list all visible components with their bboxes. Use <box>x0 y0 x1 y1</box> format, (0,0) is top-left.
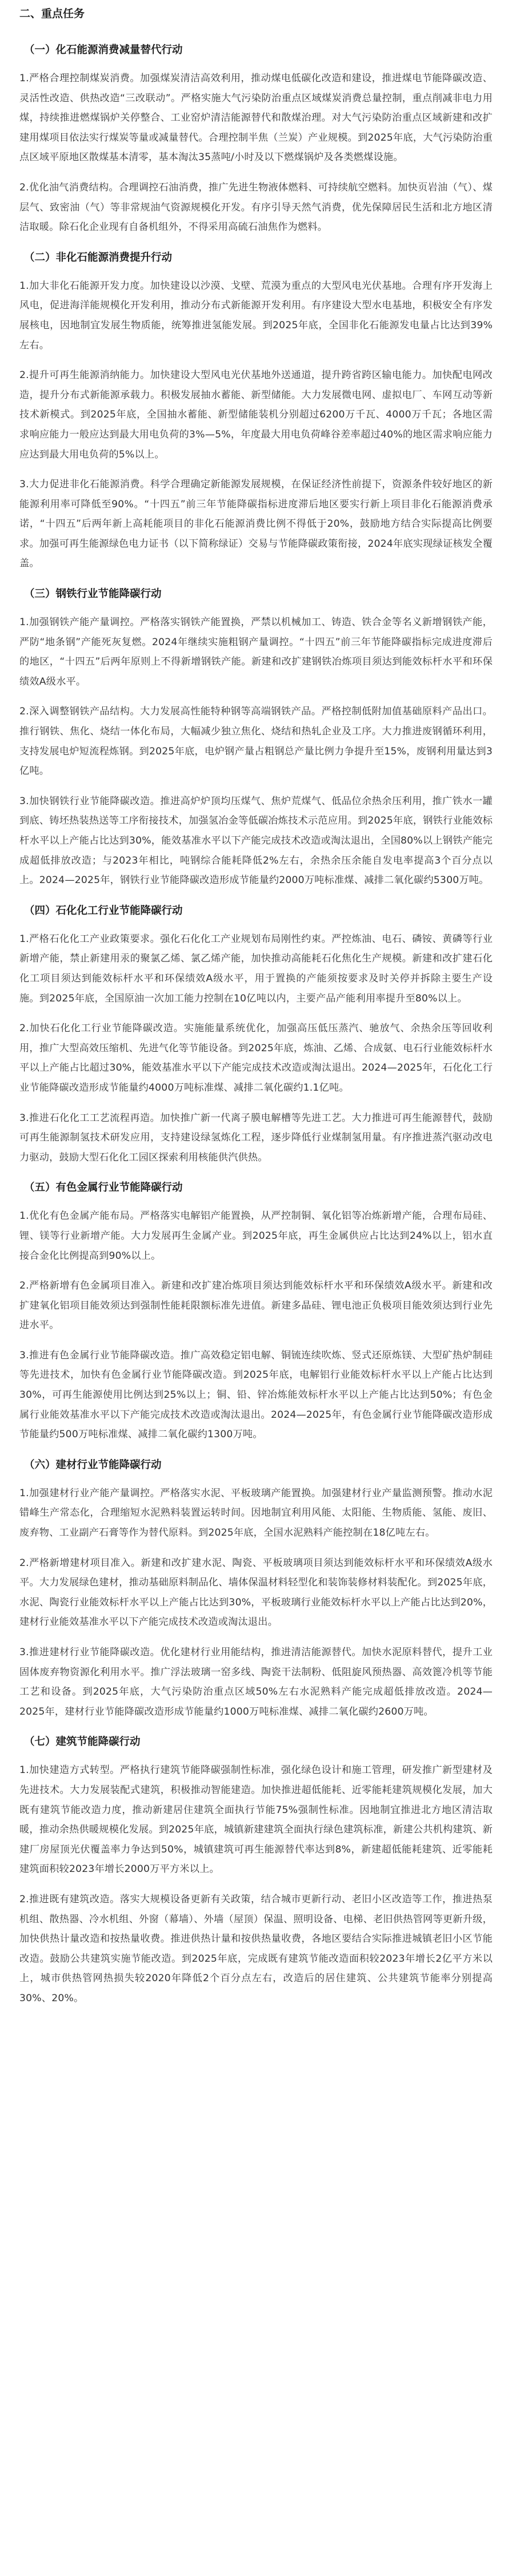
section-nonferrous-metals <box>19 1178 493 1445</box>
section-buildings <box>19 1732 493 2008</box>
section-heading: （五）有色金属行业节能降碳行动 <box>24 1182 183 1194</box>
paragraph: 3.加快钢铁行业节能降碳改造。推进高炉炉顶均压煤气、焦炉荒煤气、低品位余热余压利用，推广铁水一罐到底、铸坯热装热送等工序衔接技术，加强氢冶金等低碳冶炼技术示范应用。到2025年底，钢铁行业能效标杆水平以上产能占比达到30%，能效基准水平以下产能完成技术改造或淘汰退出，全国80%以上钢铁产能完成超低排放改造；与2023年相比，吨钢综合能耗降低2%左右，余热余压余能自发电率提高3个百分点以上。2024—2025年，钢铁行业节能降碳改造形成节能量约2000万吨标准煤、减排二氧化碳约5300万吨。 <box>19 795 493 887</box>
paragraph: 2.推进既有建筑改造。落实大规模设备更新有关政策，结合城市更新行动、老旧小区改造等工作，推进热泵机组、散热器、冷水机组、外窗（幕墙）、外墙（屋顶）保温、照明设备、电梯、老旧供热管网等更新升级，加快供热计量改造和按热量收费。推进供热计量和按供热量收费，各地区要结合实际推进城镇老旧小区节能改造。鼓励公共建筑实施节能改造。到2025年底，完成既有建筑节能改造面积较2023年增长2亿平方米以上，城市供热管网热损失较2020年降低2个百分点左右，改造后的居住建筑、公共建筑节能率分别提高30%、20%。 <box>19 1893 493 2004</box>
paragraph: 2.深入调整钢铁产品结构。大力发展高性能特种钢等高端钢铁产品。严格控制低附加值基础原料产品出口。推行钢铁、焦化、烧结一体化布局，大幅减少独立焦化、烧结和热轧企业及工序。大力推进废钢循环利用，支持发展电炉短流程炼钢。到2025年底，电炉钢产量占粗钢总产量比例力争提升至15%，废钢利用量达到3亿吨。 <box>19 706 493 777</box>
paragraph: 3.大力促进非化石能源消费。科学合理确定新能源发展规模，在保证经济性前提下，资源条件较好地区的新能源利用率可降低至90%。“十四五”前三年节能降碳指标进度滞后地区要实行新上项目非化石能源消费承诺，“十四五”后两年新上高耗能项目的非化石能源消费比例不得低于20%，鼓励地方结合实际提高比例要求。加强可再生能源绿色电力证书（以下简称绿证）交易与节能降碳政策衔接，2024年底实现绿证核发全覆盖。 <box>19 479 493 570</box>
paragraph: 1.加快建造方式转型。严格执行建筑节能降碳强制性标准，强化绿色设计和施工管理，研发推广新型建材及先进技术。大力发展装配式建筑，积极推动智能建造。加快推进超低能耗、近零能耗建筑规模化发展，加大既有建筑节能改造力度，推动新建居住建筑全面执行节能75%强制性标准。因地制宜推进北方地区清洁取暖，推动余热供暖规模化发展。到2025年底，城镇新建建筑全面执行绿色建筑标准，新建公共机构建筑、新建厂房屋顶光伏覆盖率力争达到50%，城镇建筑可再生能源替代率达到8%，新建超低能耗建筑、近零能耗建筑面积较2023年增长2000万平方米以上。 <box>19 1764 493 1875</box>
section-fossil-energy <box>19 40 493 237</box>
paragraph: 2.加快石化化工行业节能降碳改造。实施能量系统优化，加强高压低压蒸汽、驰放气、余热余压等回收利用，推广大型高效压缩机、先进气化等节能设备。到2025年底，炼油、乙烯、合成氨、电石行业能效标杆水平以上产能占比超过30%，能效基准水平以下产能完成技术改造或淘汰退出。2024—2025年，石化化工行业节能降碳改造形成节能量约4000万吨标准煤、减排二氧化碳约1.1亿吨。 <box>19 1023 493 1094</box>
section-building-materials <box>19 1455 493 1722</box>
paragraph: 1.加大非化石能源开发力度。加快建设以沙漠、戈壁、荒漠为重点的大型风电光伏基地。合理有序开发海上风电，促进海洋能规模化开发利用，推动分布式新能源开发利用。有序建设大型水电基地，积极安全有序发展核电，因地制宜发展生物质能，统筹推进氢能发展。到2025年底，全国非化石能源发电量占比达到39%左右。 <box>19 280 493 351</box>
paragraph: 1.加强钢铁产能产量调控。严格落实钢铁产能置换，严禁以机械加工、铸造、铁合金等名义新增钢铁产能，严防“地条钢”产能死灰复燃。2024年继续实施粗钢产量调控。“十四五”前三年节能降碳指标完成进度滞后的地区，“十四五”后两年原则上不得新增钢铁产能。新建和改扩建钢铁冶炼项目须达到能效标杆水平和环保绩效A级水平。 <box>19 617 493 687</box>
paragraph: 3.推进有色金属行业节能降碳改造。推广高效稳定铝电解、铜锍连续吹炼、竖式还原炼镁、大型矿热炉制硅等先进技术，加快有色金属行业节能降碳改造。到2025年底，电解铝行业能效标杆水平以上产能占比达到30%，可再生能源使用比例达到25%以上；铜、铅、锌冶炼能效标杆水平以上产能占比达到50%；有色金属行业能效基准水平以下产能完成技术改造或淘汰退出。2024—2025年，有色金属行业节能降碳改造形成节能量约500万吨标准煤、减排二氧化碳约1300万吨。 <box>19 1349 493 1441</box>
section-steel <box>19 584 493 891</box>
paragraph: 1.严格石化化工产业政策要求。强化石化化工产业规划布局刚性约束。严控炼油、电石、磷铵、黄磷等行业新增产能，禁止新建用汞的聚氯乙烯、氯乙烯产能，加快推动高能耗石化焦化生产规模。新建和改扩建石化化工项目须达到能效标杆水平和环保绩效A级水平，用于置换的产能须按要求及时关停并拆除主要生产设施。到2025年底，全国原油一次加工能力控制在10亿吨以内，主要产品产能利用率提升至80%以上。 <box>19 933 493 1004</box>
paragraph: 2.提升可再生能源消纳能力。加快建设大型风电光伏基地外送通道，提升跨省跨区输电能力。加快配电网改造，提升分布式新能源承载力。积极发展抽水蓄能、新型储能。大力发展微电网、虚拟电厂、车网互动等新技术新模式。到2025年底，全国抽水蓄能、新型储能装机分别超过6200万千瓦、4000万千瓦；各地区需求响应能力一般应达到最大用电负荷的3%—5%，年度最大用电负荷峰谷差率超过40%的地区需求响应能力应达到最大用电负荷的5%以上。 <box>19 369 493 460</box>
section-heading: （六）建材行业节能降碳行动 <box>24 1458 162 1471</box>
paragraph: 1.加强建材行业产能产量调控。严格落实水泥、平板玻璃产能置换。加强建材行业产量监测预警。推动水泥错峰生产常态化，合理缩短水泥熟料装置运转时间。因地制宜利用风能、太阳能、生物质能、氢能、废旧、废弃物、工业副产石膏等作为替代原料。到2025年底，全国水泥熟料产能控制在18亿吨左右。 <box>19 1487 493 1539</box>
section-heading: （四）石化化工行业节能降碳行动 <box>24 904 183 917</box>
paragraph: 3.推进石化化工工艺流程再造。加快推广新一代离子膜电解槽等先进工艺。大力推进可再生能源替代，鼓励可再生能源制氢技术研发应用，支持建设绿氢炼化工程，逐步降低行业煤制氢用量。有序推进蒸汽驱动改电力驱动，鼓励大型石化化工园区探索利用核能供汽供热。 <box>19 1112 493 1163</box>
section-non-fossil-energy <box>19 248 493 574</box>
section-heading: （三）钢铁行业节能降碳行动 <box>24 588 162 601</box>
section-petrochemical <box>19 901 493 1168</box>
paragraph: 1.优化有色金属产能布局。严格落实电解铝产能置换，从严控制铜、氧化铝等冶炼新增产能，合理布局硅、锂、镁等行业新增产能。大力发展再生金属产业。到2025年底，再生金属供应占比达到24%以上，铝水直接合金化比例提高到90%以上。 <box>19 1210 493 1262</box>
paragraph: 2.严格新增建材项目准入。新建和改扩建水泥、陶瓷、平板玻璃项目须达到能效标杆水平和环保绩效A级水平。大力发展绿色建材，推动基础原料制品化、墙体保温材料轻型化和装饰装修材料装配化。到2025年底，水泥、陶瓷行业能效标杆水平以上产能占比达到30%，平板玻璃行业能效标杆水平以上产能占比达到20%，建材行业能效基准水平以下产能完成技术改造或淘汰退出。 <box>19 1557 493 1628</box>
paragraph: 2.严格新增有色金属项目准入。新建和改扩建冶炼项目须达到能效标杆水平和环保绩效A级水平。新建和改扩建氧化铝项目能效须达到强制性能耗限额标准先进值。新建多晶硅、锂电池正负极项目能效须达到行业先进水平。 <box>19 1280 493 1331</box>
paragraph: 1.严格合理控制煤炭消费。加强煤炭清洁高效利用，推动煤电低碳化改造和建设，推进煤电节能降碳改造、灵活性改造、供热改造“三改联动”。严格实施大气污染防治重点区域煤炭消费总量控制，重点削减非电力用煤，持续推进燃煤锅炉关停整合、工业窑炉清洁能源替代和散煤治理。对大气污染防治重点区域新建和改扩建用煤项目依法实行煤炭等量或减量替代。合理控制半焦（兰炭）产业规模。到2025年底，大气污染防治重点区域平原地区散煤基本清零，基本淘汰35蒸吨/小时及以下燃煤锅炉及各类燃煤设施。 <box>19 73 493 164</box>
document-title: 二、重点任务 <box>19 7 85 20</box>
section-heading: （二）非化石能源消费提升行动 <box>24 251 173 264</box>
paragraph: 2.优化油气消费结构。合理调控石油消费，推广先进生物液体燃料、可持续航空燃料。加快页岩油（气）、煤层气、致密油（气）等非常规油气资源规模化开发。有序引导天然气消费，优先保障居民生活和北方地区清洁取暖。除石化企业现有自备机组外，不得采用高硫石油焦作为燃料。 <box>19 181 493 233</box>
section-heading: （一）化石能源消费减量替代行动 <box>24 44 183 56</box>
section-heading: （七）建筑节能降碳行动 <box>24 1736 141 1748</box>
paragraph: 3.推进建材行业节能降碳改造。优化建材行业用能结构，推进清洁能源替代。加快水泥原料替代，提升工业固体废弃物资源化利用水平。推广浮法玻璃一窑多线、陶瓷干法制粉、低阻旋风预热器、高效篦冷机等节能工艺和设备。到2025年底，大气污染防治重点区域50%左右水泥熟料产能完成超低排放改造。2024—2025年，建材行业节能降碳改造形成节能量约1000万吨标准煤、减排二氧化碳约2600万吨。 <box>19 1647 493 1718</box>
